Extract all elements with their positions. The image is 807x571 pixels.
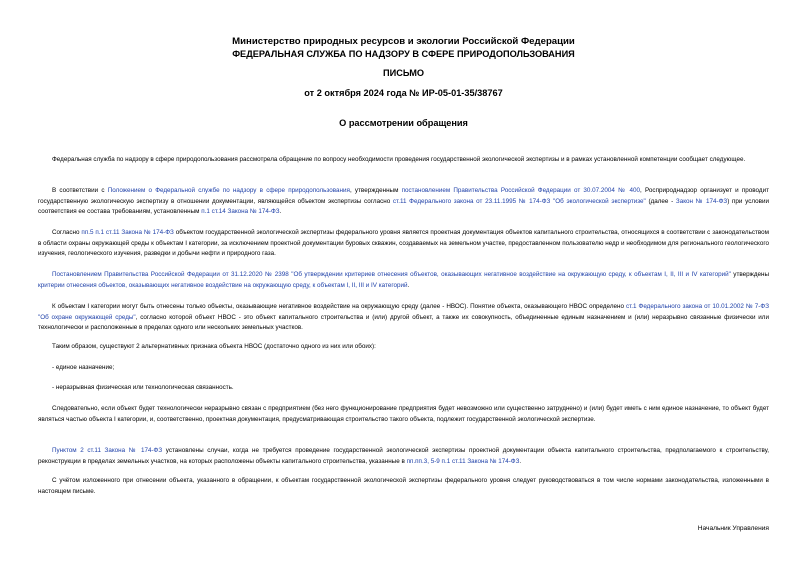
paragraph-text: К объектам I категории могут быть отнесены только объекты, оказывающие негативное воздействие на окружающую среду (далее - НВОС). Понятие объекта, оказывающего НВОС определено	[52, 303, 626, 310]
paragraph-text: Согласно	[52, 229, 82, 236]
paragraph-text: , утвержденным	[349, 187, 402, 194]
paragraph-text: , Росприроднадзор организует и проводит государственную экологическую экспертизу в отношении документации, являющейся объектом экспертизы согласно	[38, 187, 769, 205]
link-law-174-pp5[interactable]: пп.5 п.1 ст.11 Закона № 174-ФЗ	[81, 229, 174, 236]
link-government-decree-2398[interactable]: Постановлением Правительства Российской Федерации от 31.12.2020 № 2398 "Об утверждении критериев отнесения объектов, оказывающих негативное воздействие на окружающую среду, к объектам I, II, III и IV категорий"	[52, 271, 731, 278]
document-type: ПИСЬМО	[382, 68, 425, 78]
paragraph-final: С учётом изложенного при отнесении объекта, указанного в обращении, к объектам государственной экологической экспертизы федерального уровня следует руководствоваться в том числе нормами законодательства, изложенными в настоящем письме.	[38, 477, 769, 495]
link-law-174-pp3-9[interactable]: пп.пп.3, 5-9 п.1 ст.11 Закона № 174-ФЗ	[406, 457, 520, 465]
link-regulation[interactable]: Положением о Федеральной службе по надзору в сфере природопользования	[107, 187, 350, 194]
paragraph-competence	[38, 186, 769, 218]
signature-position: Начальник Управления	[697, 525, 769, 532]
service-name: ФЕДЕРАЛЬНАЯ СЛУЖБА ПО НАДЗОРУ В СФЕРЕ ПРИРОДОПОЛЬЗОВАНИЯ	[232, 49, 575, 59]
paragraph-text: , согласно которой объект НВОС - это объект капитального строительства и (или) другой объект, а также их совокупность, объединенные единым назначением и (или) неразрывно связанные физически или технологически и расположенные в пределах одного или нескольких земельных участков.	[38, 313, 769, 331]
ministry-name: Министерство природных ресурсов и экологии Российской Федерации	[232, 36, 575, 47]
paragraph-criteria	[38, 270, 769, 291]
document-subject: О рассмотрении обращения	[339, 118, 468, 128]
paragraph-exceptions	[38, 446, 769, 467]
link-law-174-art14[interactable]: п.1 ст.14 Закона № 174-ФЗ	[201, 208, 280, 215]
paragraph-text: установлены случаи, когда не требуется проведение государственной экологической экспертизы проектной документации объекта капитального строительства, предполагаемого к строительству, реконструкции в пределах земельных участков, на которых расположены объекты капитального строительства, указанные в	[38, 447, 769, 465]
paragraph-text: утверждены	[730, 271, 769, 278]
paragraph-criteria-intro: Таким образом, существуют 2 альтернативных признака объекта НВОС (достаточно одного из них или обоих):	[52, 343, 376, 350]
list-item-single-purpose: - единое назначение;	[52, 364, 115, 371]
link-law-174-art11[interactable]: ст.11 Федерального закона от 23.11.1995 № 174-ФЗ "Об экологической экспертизе"	[392, 197, 646, 205]
paragraph-conclusion: Следовательно, если объект будет технологически неразрывно связан с предприятием (без него функционирование предприятия будет невозможно или существенно затруднено) и (или) будет иметь с ним единое назначение, то объект будет являться частью объекта I категории, и, соответственно, проектная документация, предусматривающая строительство такого объекта, подлежит государственной экологической экспертизе.	[38, 405, 769, 423]
link-law-174[interactable]: Закон № 174-ФЗ	[675, 197, 728, 205]
paragraph-text: .	[519, 457, 522, 465]
link-government-decree-400[interactable]: постановлением Правительства Российской Федерации от 30.07.2004 № 400	[401, 187, 641, 194]
paragraph-nvos-definition	[38, 302, 769, 334]
paragraph-text: (далее -	[645, 197, 676, 205]
paragraph-text: ) при условии соответствия ее состава требованиям, установленным	[38, 197, 769, 215]
paragraph-text: .	[407, 281, 410, 289]
list-item-connectivity: - неразрывная физическая или технологическая связанность.	[52, 384, 234, 391]
paragraph-text: .	[279, 208, 282, 215]
paragraph-text: объектом государственной экологической экспертизы федерального уровня является проектная документация объектов капитального строительства, относящихся в соответствии с законодательством в области охраны окружающей среды к объектам I категории, за исключением проектной документации буровых скважин, создаваемых на земельном участке, предоставленном пользователю недр и необходимом для регионального геологического изучения, геологического изучения, разведки и добычи нефти и природного газа.	[38, 229, 770, 257]
link-law-7fz[interactable]: ст.1 Федерального закона от 10.01.2002 № 7-ФЗ "Об охране окружающей среды"	[38, 303, 769, 321]
link-criteria[interactable]: критерии отнесения объектов, оказывающих негативное воздействие на окружающую среду, к объектам I, II, III и IV категорий	[38, 281, 408, 289]
paragraph-intro: Федеральная служба по надзору в сфере природопользования рассмотрела обращение по вопросу необходимости проведения государственной экологической экспертизы и в рамках установленной компетенции сообщает следующее.	[52, 156, 746, 163]
paragraph-text: В соответствии с	[52, 187, 108, 194]
paragraph-federal-level	[38, 228, 769, 260]
document-date-number: от 2 октября 2024 года № ИР-05-01-35/38767	[304, 88, 503, 98]
link-law-174-p2[interactable]: Пунктом 2 ст.11 Закона № 174-ФЗ	[52, 447, 163, 454]
